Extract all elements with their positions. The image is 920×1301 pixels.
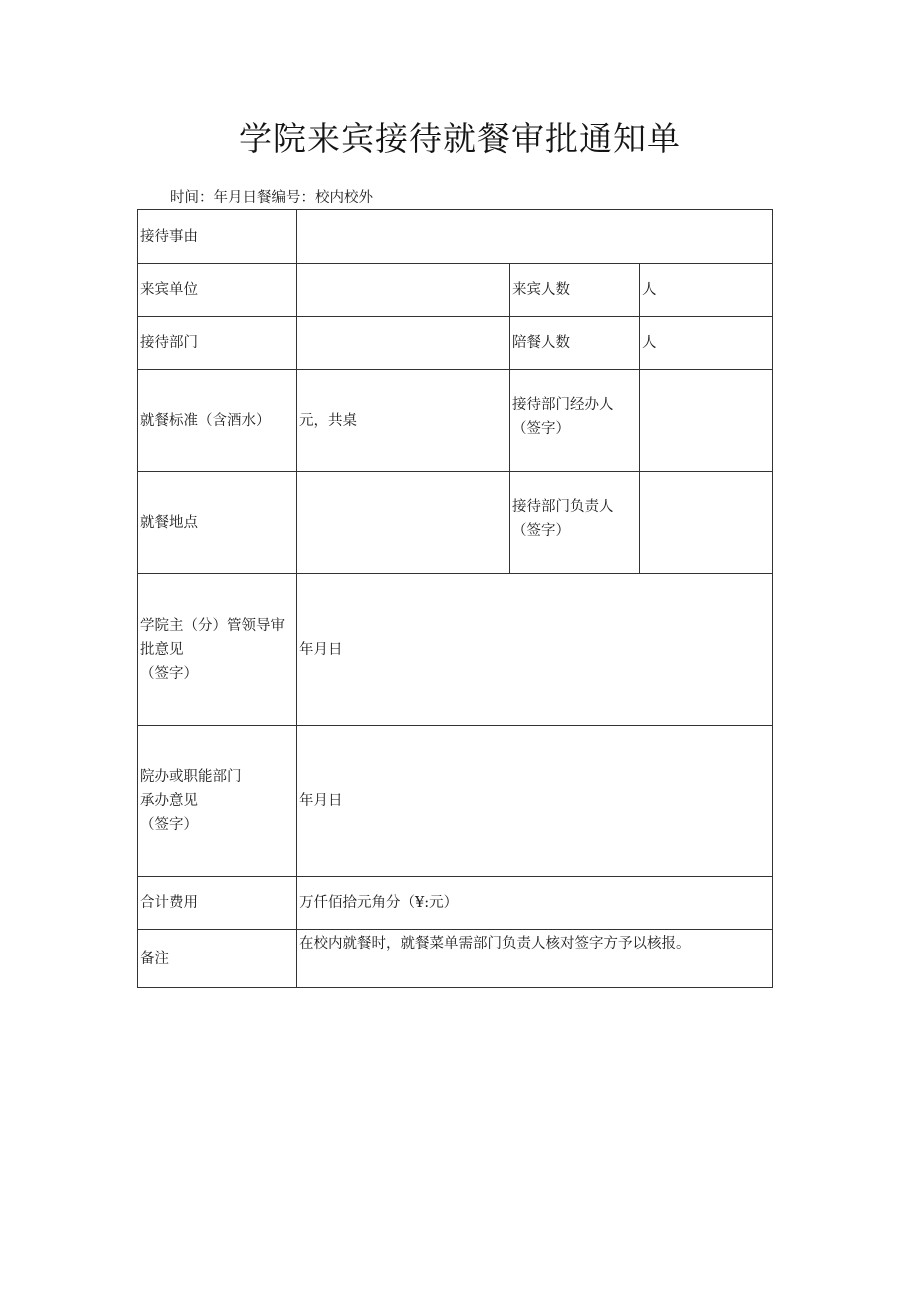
dept-head-label-line1: 接待部门负责人 bbox=[512, 498, 614, 515]
leader-approval-label-line1: 学院主（分）管领导审 bbox=[140, 617, 285, 634]
row-total-cost bbox=[138, 877, 773, 930]
dining-location-label: 就餐地点 bbox=[138, 472, 297, 574]
handler-label-line2: （签字） bbox=[512, 420, 570, 437]
row-dining-standard bbox=[138, 370, 773, 472]
office-opinion-date: 年月日 bbox=[297, 726, 773, 877]
leader-approval-label-line2: 批意见 bbox=[140, 641, 184, 658]
companion-count-unit: 人 bbox=[640, 317, 773, 370]
row-guest-unit bbox=[138, 264, 773, 317]
row-remarks bbox=[138, 930, 773, 988]
document-title: 学院来宾接待就餐审批通知单 bbox=[239, 119, 681, 158]
dining-standard-label: 就餐标准（含酒水） bbox=[138, 370, 297, 472]
row-office-opinion bbox=[138, 726, 773, 877]
total-cost-label: 合计费用 bbox=[138, 877, 297, 930]
guest-unit-label: 来宾单位 bbox=[138, 264, 297, 317]
handler-label bbox=[510, 370, 640, 472]
leader-approval-date: 年月日 bbox=[297, 574, 773, 726]
office-opinion-label bbox=[138, 726, 297, 877]
companion-count-label: 陪餐人数 bbox=[510, 317, 640, 370]
dept-head-label-line2: （签字） bbox=[512, 522, 570, 539]
approval-form-table bbox=[137, 209, 773, 988]
handler-signature bbox=[640, 370, 773, 472]
remarks-value: 在校内就餐时，就餐菜单需部门负责人核对签字方予以核报。 bbox=[297, 930, 773, 988]
office-opinion-label-line2: 承办意见 bbox=[140, 793, 198, 809]
reason-value bbox=[297, 210, 773, 264]
guest-count-unit: 人 bbox=[640, 264, 773, 317]
total-cost-value: 万仟佰拾元角分（¥:元） bbox=[297, 877, 773, 930]
leader-approval-label-line3: （签字） bbox=[140, 665, 198, 682]
row-dining-location bbox=[138, 472, 773, 574]
remarks-label: 备注 bbox=[138, 930, 297, 988]
guest-count-label: 来宾人数 bbox=[510, 264, 640, 317]
handler-label-line1: 接待部门经办人 bbox=[512, 396, 614, 413]
row-reason bbox=[138, 210, 773, 264]
guest-unit-value bbox=[297, 264, 510, 317]
meta-line: 时间：年月日餐编号：校内校外 bbox=[170, 190, 373, 206]
reason-label: 接待事由 bbox=[138, 210, 297, 264]
row-leader-approval bbox=[138, 574, 773, 726]
host-dept-value bbox=[297, 317, 510, 370]
office-opinion-label-line3: （签字） bbox=[140, 817, 198, 833]
host-dept-label: 接待部门 bbox=[138, 317, 297, 370]
dining-standard-value: 元，共桌 bbox=[297, 370, 510, 472]
office-opinion-label-line1: 院办或职能部门 bbox=[140, 769, 242, 785]
dining-location-value bbox=[297, 472, 510, 574]
row-host-dept bbox=[138, 317, 773, 370]
leader-approval-label bbox=[138, 574, 297, 726]
dept-head-label bbox=[510, 472, 640, 574]
dept-head-signature bbox=[640, 472, 773, 574]
